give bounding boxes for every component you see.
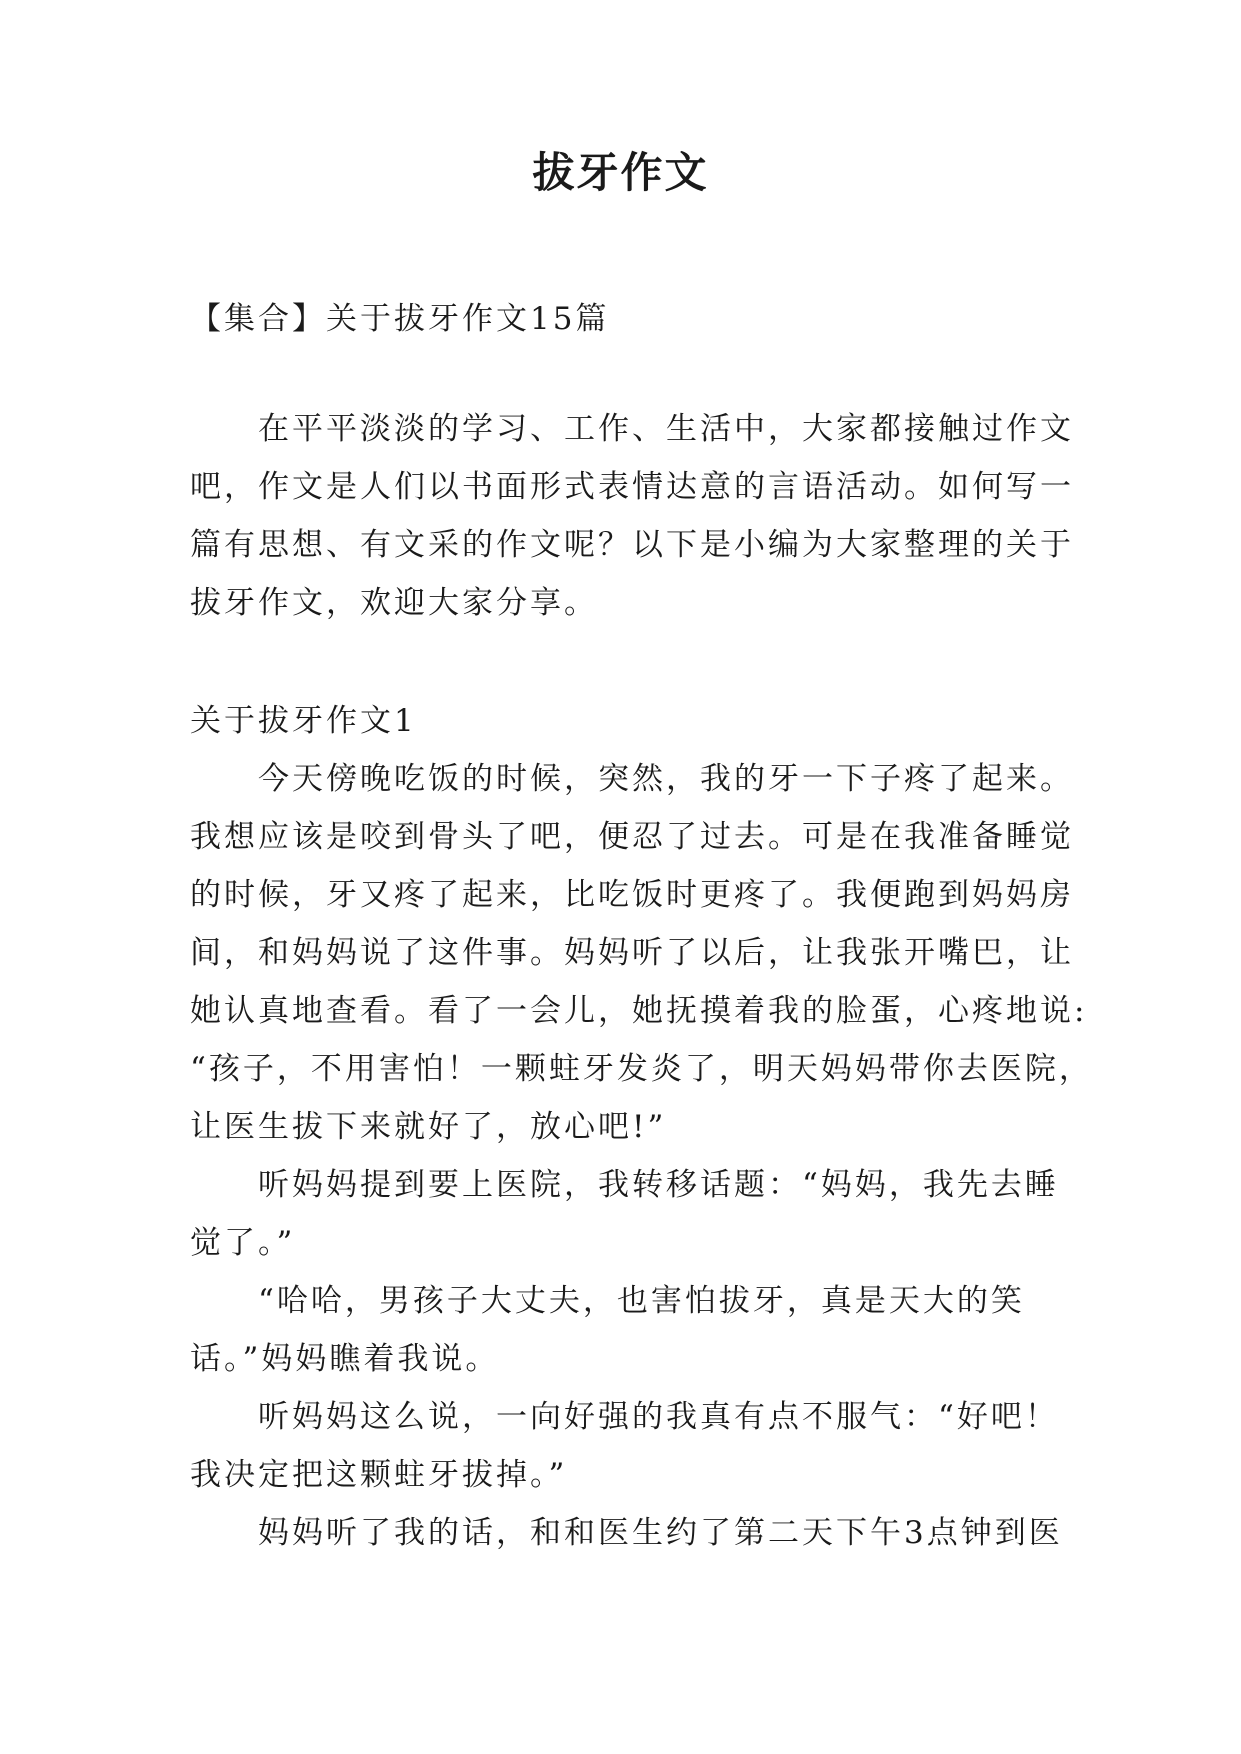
subtitle: 【集合】关于拔牙作文15篇 xyxy=(190,301,610,337)
intro-line: 拔牙作文，欢迎大家分享。 xyxy=(190,585,598,621)
body-line: 的时候，牙又疼了起来，比吃饭时更疼了。我便跑到妈妈房 xyxy=(190,877,1074,913)
body-line: “孩子，不用害怕！一颗蛀牙发炎了，明天妈妈带你去医院， xyxy=(190,1051,1093,1087)
body-line: 今天傍晚吃饭的时候，突然，我的牙一下子疼了起来。 xyxy=(190,761,1074,797)
body-line: 觉了。” xyxy=(190,1225,296,1261)
document-body xyxy=(190,290,1093,1562)
essay-body xyxy=(190,750,1093,1562)
body-line: 让医生拔下来就好了，放心吧!” xyxy=(190,1109,667,1145)
intro-line: 吧，作文是人们以书面形式表情达意的言语活动。如何写一 xyxy=(190,469,1074,505)
body-line: 妈妈听了我的话，和和医生约了第二天下午3点钟到医 xyxy=(190,1515,1063,1551)
intro-paragraph xyxy=(190,400,1074,632)
body-line: 听妈妈提到要上医院，我转移话题：“妈妈，我先去睡 xyxy=(190,1167,1059,1203)
body-line: 间，和妈妈说了这件事。妈妈听了以后，让我张开嘴巴，让 xyxy=(190,935,1074,971)
section-heading: 关于拔牙作文1 xyxy=(190,703,417,739)
spacer xyxy=(190,632,1070,692)
body-line: 我想应该是咬到骨头了吧，便忍了过去。可是在我准备睡觉 xyxy=(190,819,1074,855)
intro-line: 篇有思想、有文采的作文呢？以下是小编为大家整理的关于 xyxy=(190,527,1074,563)
body-line: “哈哈，男孩子大丈夫，也害怕拔牙，真是天大的笑 xyxy=(190,1283,1025,1319)
intro-line: 在平平淡淡的学习、工作、生活中，大家都接触过作文 xyxy=(190,411,1074,447)
spacer xyxy=(190,348,1070,400)
body-line: 我决定把这颗蛀牙拔掉。” xyxy=(190,1457,568,1493)
body-line: 话。”妈妈瞧着我说。 xyxy=(190,1341,500,1377)
document-title: 拔牙作文 xyxy=(532,148,709,197)
body-line: 听妈妈这么说，一向好强的我真有点不服气：“好吧！ xyxy=(190,1399,1059,1435)
body-line: 她认真地查看。看了一会儿，她抚摸着我的脸蛋，心疼地说: xyxy=(190,993,1088,1029)
